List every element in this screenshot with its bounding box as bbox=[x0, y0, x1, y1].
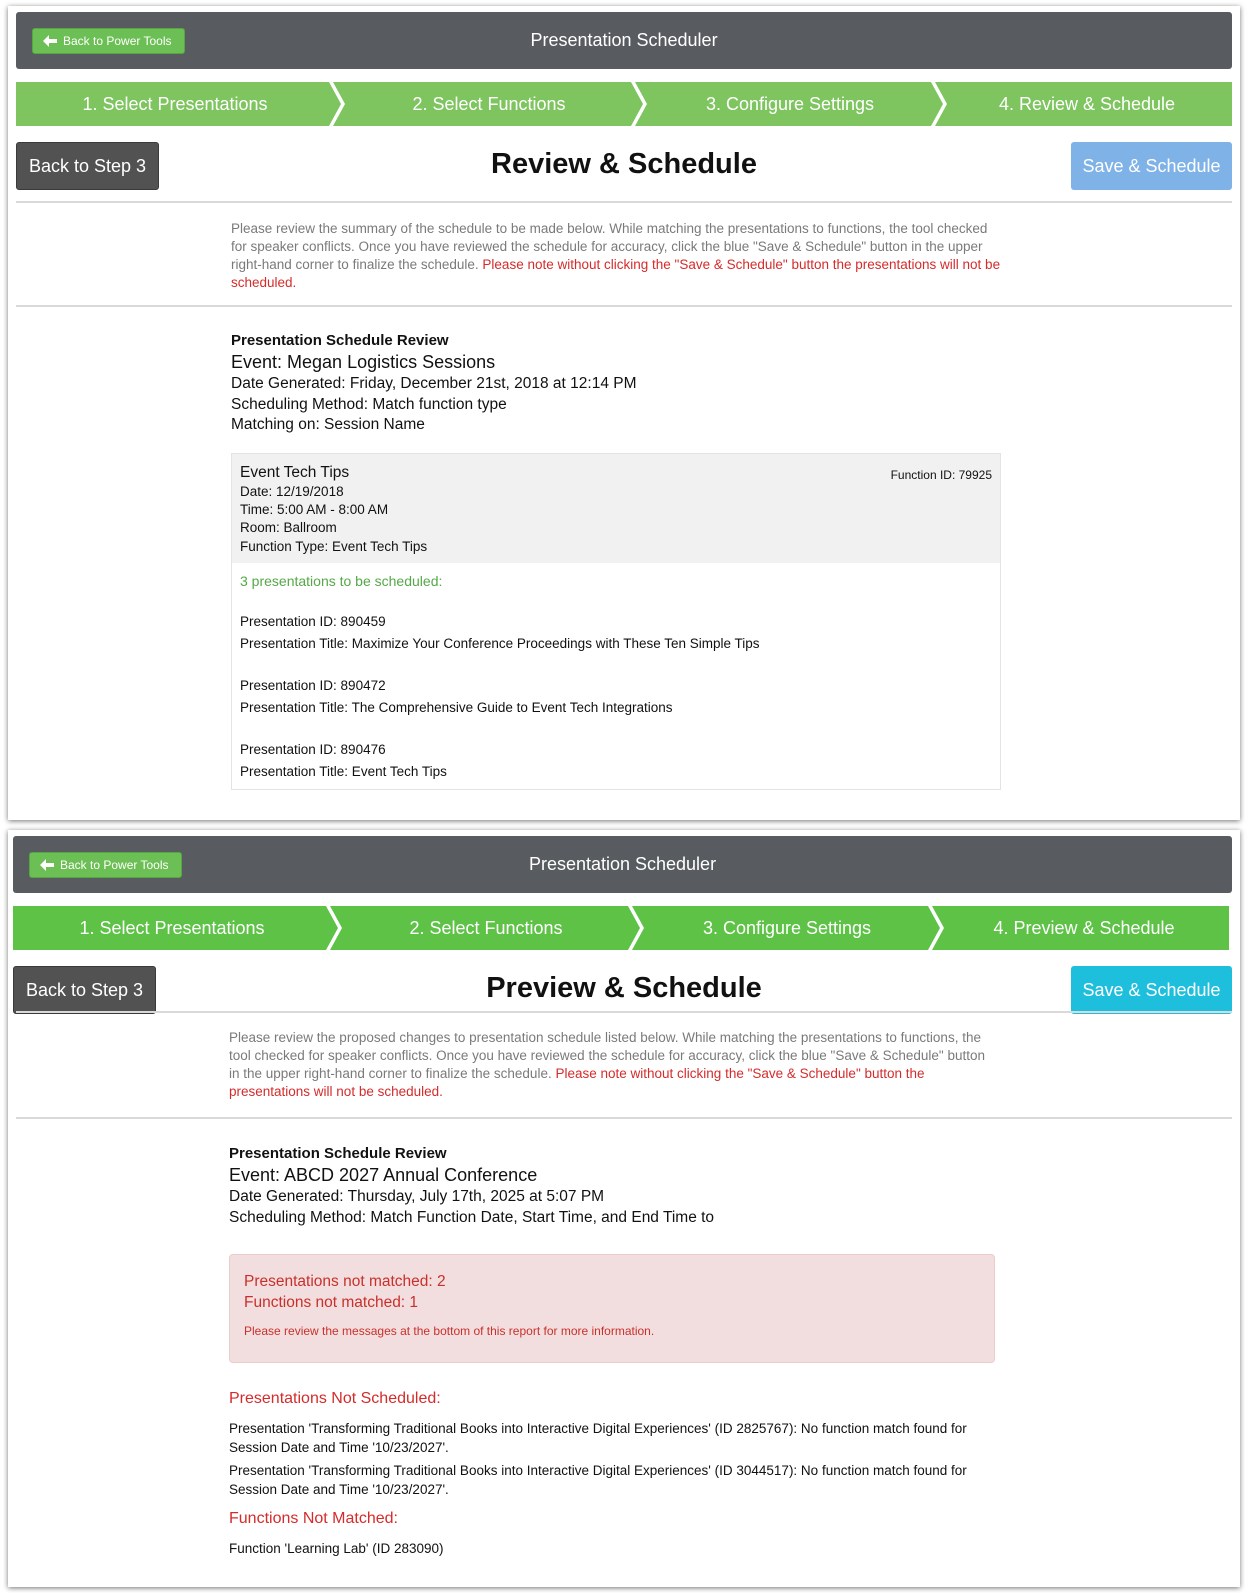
back-to-step-3-button[interactable]: Back to Step 3 bbox=[13, 966, 156, 1014]
page-title: Preview & Schedule bbox=[486, 972, 762, 1004]
divider bbox=[16, 1011, 1232, 1013]
scheduled-count: 3 presentations to be scheduled: bbox=[240, 573, 443, 589]
mismatch-alert bbox=[229, 1254, 995, 1363]
function-card bbox=[231, 453, 1001, 790]
step-3-configure-settings[interactable]: 3. Configure Settings bbox=[705, 94, 875, 114]
back-to-power-tools-label: Back to Power Tools bbox=[63, 34, 172, 48]
presentation-id: Presentation ID: 890459 bbox=[240, 614, 386, 629]
divider bbox=[16, 305, 1232, 307]
function-date: Date: 12/19/2018 bbox=[240, 484, 344, 499]
intro-warning: Please note without clicking the "Save & Schedule" button the presentations will not be scheduled. bbox=[231, 257, 1001, 290]
presentation-title: Presentation Title: Maximize Your Conference Proceedings with These Ten Simple Tips bbox=[240, 636, 760, 651]
app-title: Presentation Scheduler bbox=[530, 30, 718, 50]
presentations-not-matched-count: Presentations not matched: 2 bbox=[244, 1273, 446, 1290]
step-4-review-schedule[interactable]: 4. Review & Schedule bbox=[998, 94, 1176, 114]
presentations-not-scheduled-heading: Presentations Not Scheduled: bbox=[229, 1390, 441, 1407]
step-1-select-presentations[interactable]: 1. Select Presentations bbox=[79, 918, 265, 938]
function-name: Event Tech Tips bbox=[240, 464, 350, 481]
step-2-select-functions[interactable]: 2. Select Functions bbox=[409, 918, 563, 938]
alert-note: Please review the messages at the bottom of this report for more information. bbox=[244, 1324, 655, 1338]
step-1-select-presentations[interactable]: 1. Select Presentations bbox=[82, 94, 268, 114]
step-2-select-functions[interactable]: 2. Select Functions bbox=[412, 94, 566, 114]
review-heading: Presentation Schedule Review bbox=[231, 332, 449, 349]
event-name: Event: ABCD 2027 Annual Conference bbox=[229, 1165, 538, 1185]
screenshot-preview bbox=[8, 830, 1240, 1587]
scheduling-method: Scheduling Method: Match Function Date, Start Time, and End Time to bbox=[229, 1208, 715, 1226]
date-generated: Date Generated: Thursday, July 17th, 2025 at 5:07 PM bbox=[229, 1188, 605, 1205]
header-bar bbox=[16, 12, 1232, 69]
scheduling-method: Scheduling Method: Match function type bbox=[231, 395, 507, 413]
back-to-step-3-button[interactable]: Back to Step 3 bbox=[16, 142, 159, 190]
list-item: Function 'Learning Lab' (ID 283090) bbox=[229, 1541, 444, 1556]
presentation-title: Presentation Title: Event Tech Tips bbox=[240, 764, 447, 779]
review-summary bbox=[229, 1143, 999, 1228]
app-title: Presentation Scheduler bbox=[528, 854, 717, 874]
intro-body: Please review the summary of the schedule to be made below. While matching the presentations to functions, the tool checked for speaker conflicts. Once you have reviewed the schedule for accuracy, click the blue "Save & Schedule" button in the upper right-hand corner to finalize the schedule. bbox=[231, 221, 988, 272]
matching-on: Matching on: Session Name bbox=[231, 416, 425, 433]
function-time: Time: 5:00 AM - 8:00 AM bbox=[240, 502, 389, 518]
functions-not-matched-count: Functions not matched: 1 bbox=[244, 1294, 419, 1311]
step-3-configure-settings[interactable]: 3. Configure Settings bbox=[702, 918, 872, 938]
presentation-id: Presentation ID: 890476 bbox=[240, 742, 386, 757]
page-title: Review & Schedule bbox=[491, 148, 757, 180]
list-item bbox=[240, 675, 992, 719]
function-presentations bbox=[232, 563, 1000, 789]
list-item bbox=[240, 739, 992, 783]
step-4-preview-schedule[interactable]: 4. Preview & Schedule bbox=[993, 918, 1175, 938]
function-header bbox=[232, 454, 1000, 563]
review-summary bbox=[231, 330, 1001, 436]
function-id: Function ID: 79925 bbox=[890, 468, 992, 482]
functions-not-matched-heading: Functions Not Matched: bbox=[229, 1510, 398, 1527]
list-item: Presentation 'Transforming Traditional Books into Interactive Digital Experiences' (ID 2825767): No function match found for Session Date and Time '10/23/2027'. bbox=[229, 1421, 967, 1455]
divider bbox=[16, 201, 1232, 203]
intro-text bbox=[231, 220, 1001, 292]
screenshot-review bbox=[8, 6, 1240, 820]
list-item bbox=[240, 611, 992, 655]
presentation-id: Presentation ID: 890472 bbox=[240, 678, 386, 693]
function-type: Function Type: Event Tech Tips bbox=[240, 538, 428, 554]
header-bar bbox=[13, 836, 1232, 893]
intro-body: Please review the proposed changes to presentation schedule listed below. While matching the presentations to functions, the tool checked for speaker conflicts. Once you have reviewed the schedule for accuracy, click the blue "Save & Schedule" button in the upper right-hand corner to finalize the schedule. bbox=[229, 1030, 985, 1081]
step-progress bbox=[13, 906, 1232, 950]
list-item: Presentation 'Transforming Traditional Books into Interactive Digital Experiences' (ID 3044517): No function match found for Session Date and Time '10/23/2027'. bbox=[229, 1463, 967, 1497]
intro-warning: Please note without clicking the "Save & Schedule" button the presentations will not be scheduled. bbox=[229, 1066, 925, 1099]
divider bbox=[16, 1117, 1232, 1119]
date-generated: Date Generated: Friday, December 21st, 2018 at 12:14 PM bbox=[231, 375, 637, 392]
intro-text bbox=[229, 1029, 999, 1101]
save-and-schedule-button[interactable]: Save & Schedule bbox=[1071, 142, 1232, 190]
function-room: Room: Ballroom bbox=[240, 520, 337, 536]
event-name: Event: Megan Logistics Sessions bbox=[231, 352, 496, 372]
presentation-title: Presentation Title: The Comprehensive Guide to Event Tech Integrations bbox=[240, 700, 673, 715]
review-heading: Presentation Schedule Review bbox=[229, 1145, 447, 1162]
step-progress bbox=[16, 82, 1232, 126]
back-to-power-tools-label: Back to Power Tools bbox=[60, 858, 169, 872]
save-and-schedule-button[interactable]: Save & Schedule bbox=[1071, 966, 1232, 1014]
